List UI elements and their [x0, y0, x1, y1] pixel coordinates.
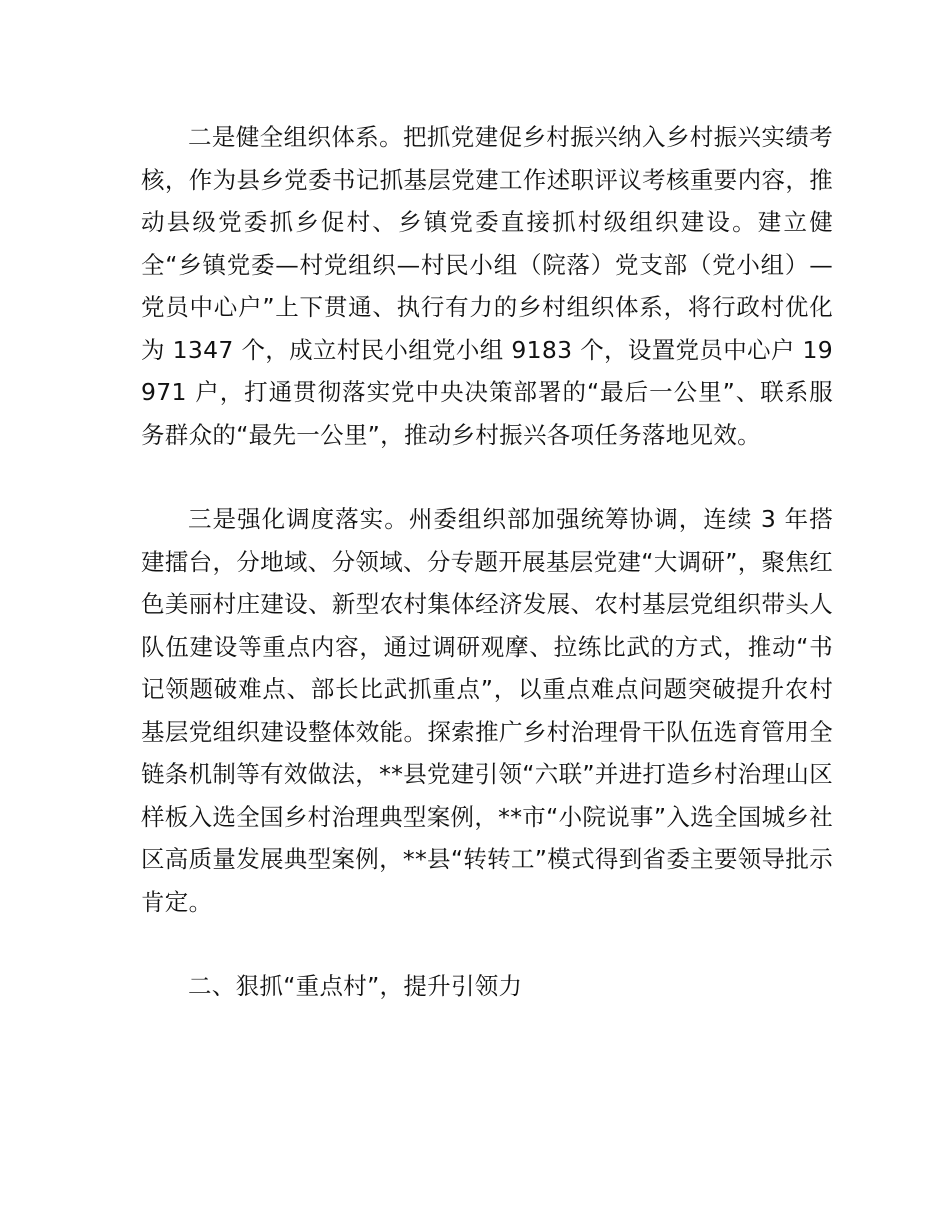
section-heading: 二、狠抓“重点村”，提升引领力: [188, 972, 523, 1000]
paragraph-organization-system: 二是健全组织体系。把抓党建促乡村振兴纳入乡村振兴实绩考核，作为县乡党委书记抓基层党建工作述职评议考核重要内容，推动县级党委抓乡促村、乡镇党委直接抓村级组织建设。建立健全“乡镇党委—村党组织—村民小组（院落）党支部（党小组）—党员中心户”上下贯通、执行有力的乡村组织体系，将行政村优化为 1347 个，成立村民小组党小组 9183 个，设置党员中心户 19971 户，打通贯彻落实党中央决策部署的“最后一公里”、联系服务群众的“最先一公里”，推动乡村振兴各项任务落地见效。: [141, 123, 833, 449]
document-page: [141, 116, 833, 1008]
paragraph-spacer: [141, 456, 833, 498]
paragraph-scheduling-implementation: 三是强化调度落实。州委组织部加强统筹协调，连续 3 年搭建擂台，分地域、分领域、分专题开展基层党建“大调研”，聚焦红色美丽村庄建设、新型农村集体经济发展、农村基层党组织带头人队伍建设等重点内容，通过调研观摩、拉练比武的方式，推动“书记领题破难点、部长比武抓重点”，以重点难点问题突破提升农村基层党组织建设整体效能。探索推广乡村治理骨干队伍选育管用全链条机制等有效做法，**县党建引领“六联”并进打造乡村治理山区样板入选全国乡村治理典型案例，**市“小院说事”入选全国城乡社区高质量发展典型案例，**县“转转工”模式得到省委主要领导批示肯定。: [141, 505, 833, 916]
paragraph-spacer: [141, 923, 833, 965]
